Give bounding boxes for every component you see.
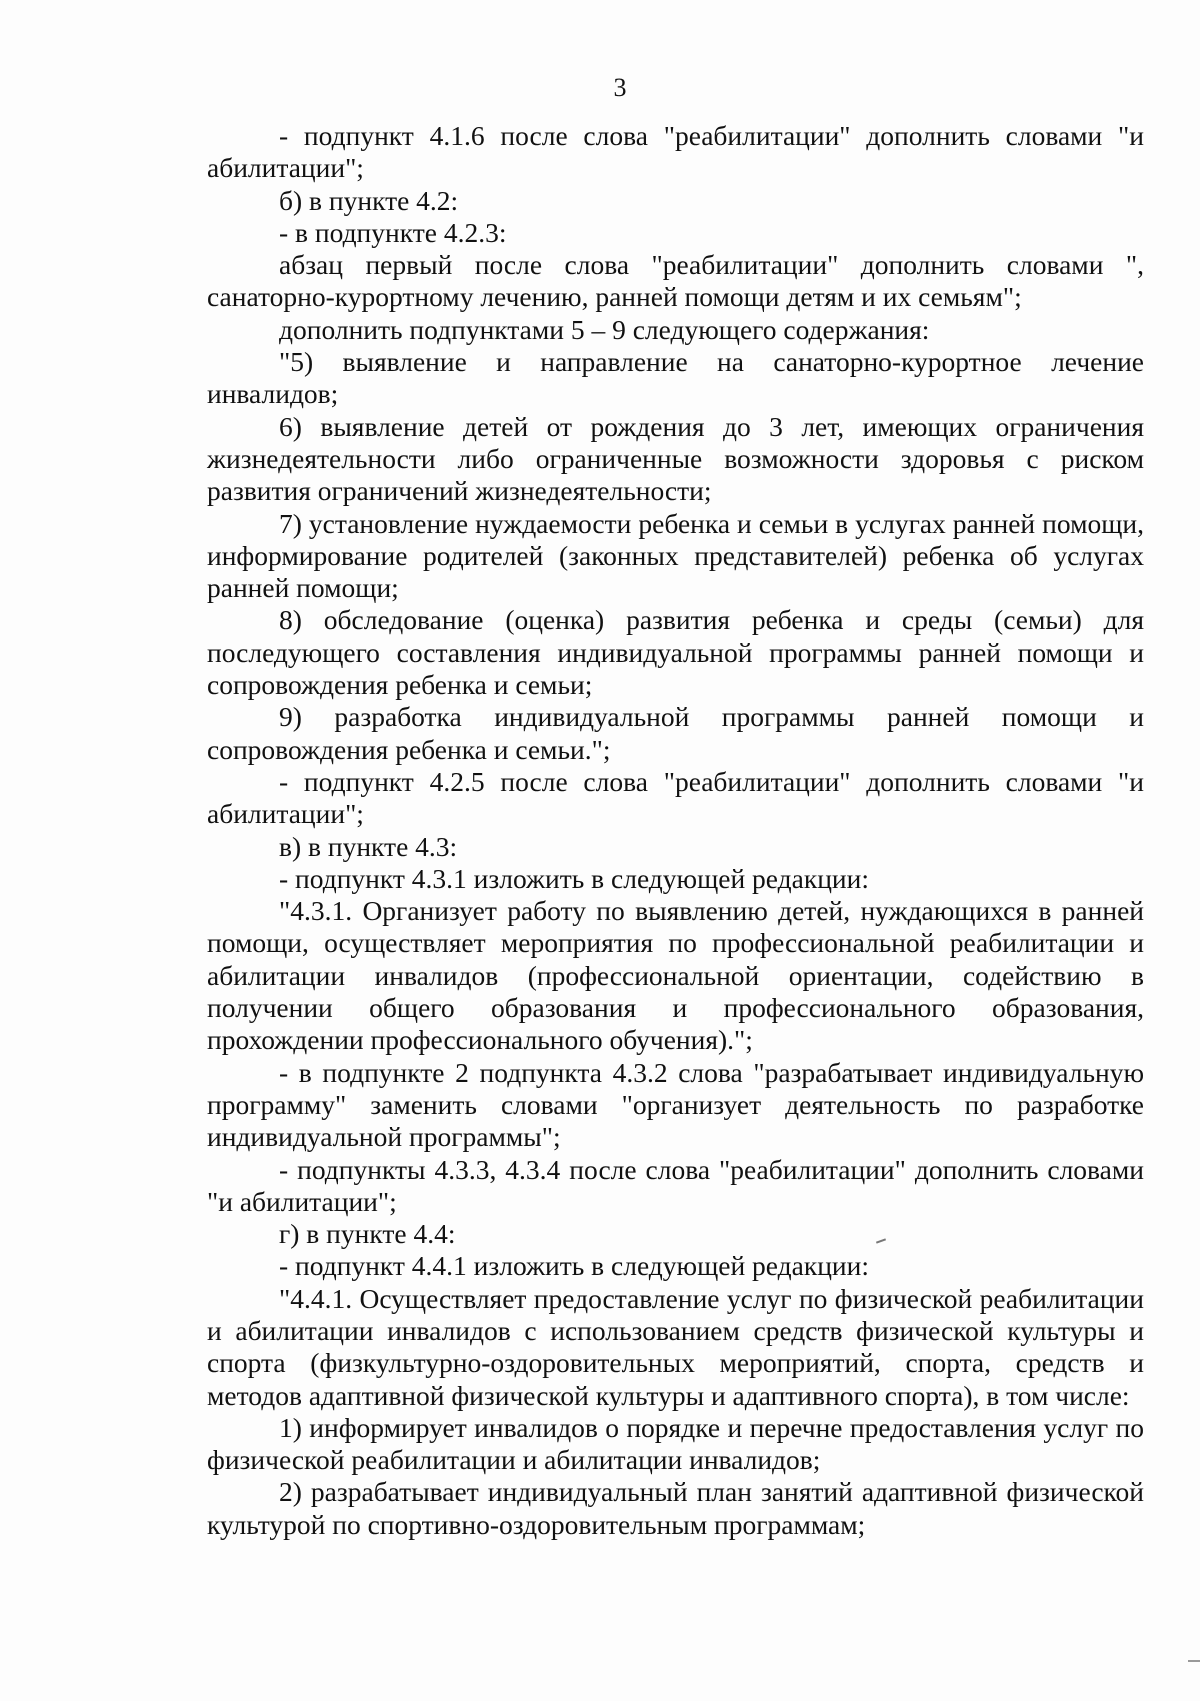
paragraph: 8) обследование (оценка) развития ребенка и среды (семьи) для последующего составления индивидуальной программы ранней помощи и сопровождения ребенка и семьи;	[207, 604, 1144, 701]
paragraph: "4.3.1. Организует работу по выявлению детей, нуждающихся в ранней помощи, осуществляет мероприятия по профессиональной реабилитации и абилитации инвалидов (профессиональной ориентации, содействию в получении общего образования и профессионального образования, прохождении профессионального обучения).";	[207, 895, 1144, 1056]
scan-speck	[1188, 1660, 1200, 1662]
paragraph: г) в пункте 4.4:	[279, 1218, 456, 1250]
paragraph: - подпункт 4.4.1 изложить в следующей редакции:	[279, 1250, 870, 1282]
paragraph: - подпункт 4.2.5 после слова "реабилитации" дополнить словами "и абилитации";	[207, 765, 1144, 830]
paragraph: "4.4.1. Осуществляет предоставление услуг по физической реабилитации и абилитации инвалидов с использованием средств физической культуры и спорта (физкультурно-оздоровительных мероприятий, спорта, средств и методов адаптивной физической культуры и адаптивного спорта), в том числе:	[207, 1282, 1144, 1411]
page-number: 3	[613, 73, 627, 102]
paragraph: - в подпункте 4.2.3:	[279, 216, 507, 248]
paragraph: - подпункты 4.3.3, 4.3.4 после слова "реабилитации" дополнить словами "и абилитации";	[207, 1153, 1144, 1217]
paragraph: в) в пункте 4.3:	[279, 830, 458, 862]
paragraph: 2) разрабатывает индивидуальный план занятий адаптивной физической культурой по спортивно-оздоровительным программам;	[207, 1476, 1144, 1540]
paragraph: б) в пункте 4.2:	[279, 184, 459, 216]
paragraph: 9) разработка индивидуальной программы ранней помощи и сопровождения ребенка и семьи.";	[207, 701, 1144, 765]
paragraph: - в подпункте 2 подпункта 4.3.2 слова "разрабатывает индивидуальную программу" заменить словами "организует деятельность по разработке индивидуальной программы";	[207, 1056, 1144, 1153]
paragraph: абзац первый после слова "реабилитации" дополнить словами ", санаторно-курортному лечению, ранней помощи детям и их семьям";	[207, 249, 1144, 313]
paragraph: дополнить подпунктами 5 – 9 следующего содержания:	[279, 313, 930, 345]
paragraph: - подпункт 4.3.1 изложить в следующей редакции:	[279, 862, 870, 894]
paragraph: 7) установление нуждаемости ребенка и семьи в услугах ранней помощи, информирование родителей (законных представителей) ребенка об услугах ранней помощи;	[207, 507, 1144, 604]
paragraph: "5) выявление и направление на санаторно-курортное лечение инвалидов;	[207, 346, 1144, 410]
paragraph: 6) выявление детей от рождения до 3 лет, имеющих ограничения жизнедеятельности либо ограниченные возможности здоровья с риском развития ограничений жизнедеятельности;	[207, 410, 1144, 507]
paragraph: - подпункт 4.1.6 после слова "реабилитации" дополнить словами "и абилитации";	[207, 120, 1144, 184]
paragraph: 1) информирует инвалидов о порядке и перечне предоставления услуг по физической реабилитации и абилитации инвалидов;	[207, 1411, 1144, 1476]
document-body	[207, 120, 1144, 1541]
